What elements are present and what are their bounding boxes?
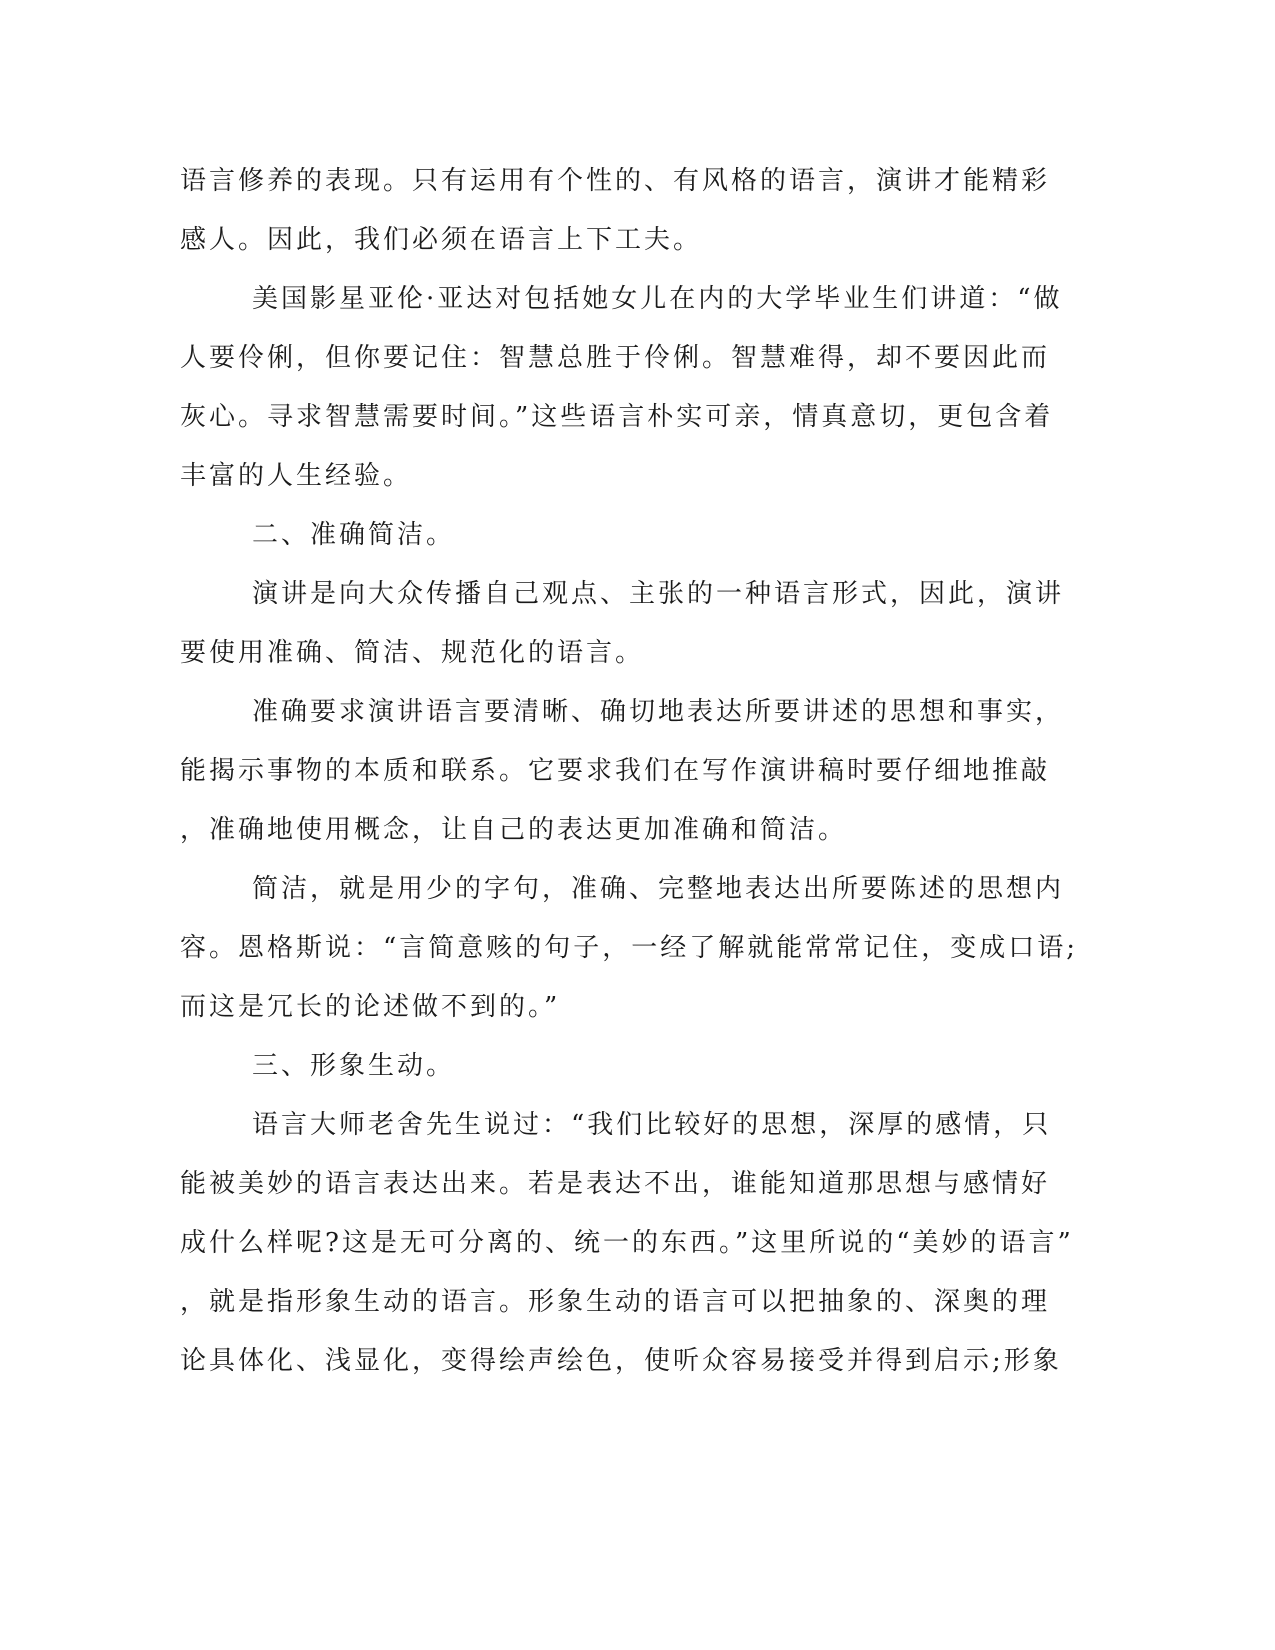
- paragraph-start-line: 准确要求演讲语言要清晰、确切地表达所要讲述的思想和事实，: [252, 697, 1065, 727]
- paragraph-start-line: 语言大师老舍先生说过：“我们比较好的思想，深厚的感情，只: [252, 1110, 1052, 1140]
- text-line: 灰心。寻求智慧需要时间。”这些语言朴实可亲，情真意切，更包含着: [180, 402, 1054, 432]
- text-line: 语言修养的表现。只有运用有个性的、有风格的语言，演讲才能精彩: [180, 166, 1051, 196]
- text-line: 能揭示事物的本质和联系。它要求我们在写作演讲稿时要仔细地推敲: [180, 756, 1051, 786]
- text-line: 感人。因此，我们必须在语言上下工夫。: [180, 225, 703, 255]
- paragraph-start-line: 美国影星亚伦·亚达对包括她女儿在内的大学毕业生们讲道：“做: [252, 284, 1063, 314]
- text-line: 要使用准确、简洁、规范化的语言。: [180, 638, 645, 668]
- text-line: 容。恩格斯说：“言简意赅的句子，一经了解就能常常记住，变成口语;: [180, 933, 1079, 963]
- text-line: 人要伶俐，但你要记住：智慧总胜于伶俐。智慧难得，却不要因此而: [180, 343, 1051, 373]
- paragraph-start-line: 简洁，就是用少的字句，准确、完整地表达出所要陈述的思想内: [252, 874, 1065, 904]
- text-line: 能被美妙的语言表达出来。若是表达不出，谁能知道那思想与感情好: [180, 1169, 1051, 1199]
- text-line: 论具体化、浅显化，变得绘声绘色，使听众容易接受并得到启示;形象: [180, 1346, 1062, 1376]
- text-line: ，就是指形象生动的语言。形象生动的语言可以把抽象的、深奥的理: [180, 1287, 1051, 1317]
- paragraph-start-line: 演讲是向大众传播自己观点、主张的一种语言形式，因此，演讲: [252, 579, 1065, 609]
- text-line: 成什么样呢?这是无可分离的、统一的东西。”这里所说的“美妙的语言”: [180, 1228, 1074, 1258]
- section-heading: 三、形象生动。: [252, 1051, 456, 1081]
- section-heading: 二、准确简洁。: [252, 520, 456, 550]
- text-line: 丰富的人生经验。: [180, 461, 413, 491]
- text-line: ，准确地使用概念，让自己的表达更加准确和简洁。: [180, 815, 848, 845]
- body-text: [180, 152, 1079, 1391]
- text-line: 而这是冗长的论述做不到的。”: [180, 992, 561, 1022]
